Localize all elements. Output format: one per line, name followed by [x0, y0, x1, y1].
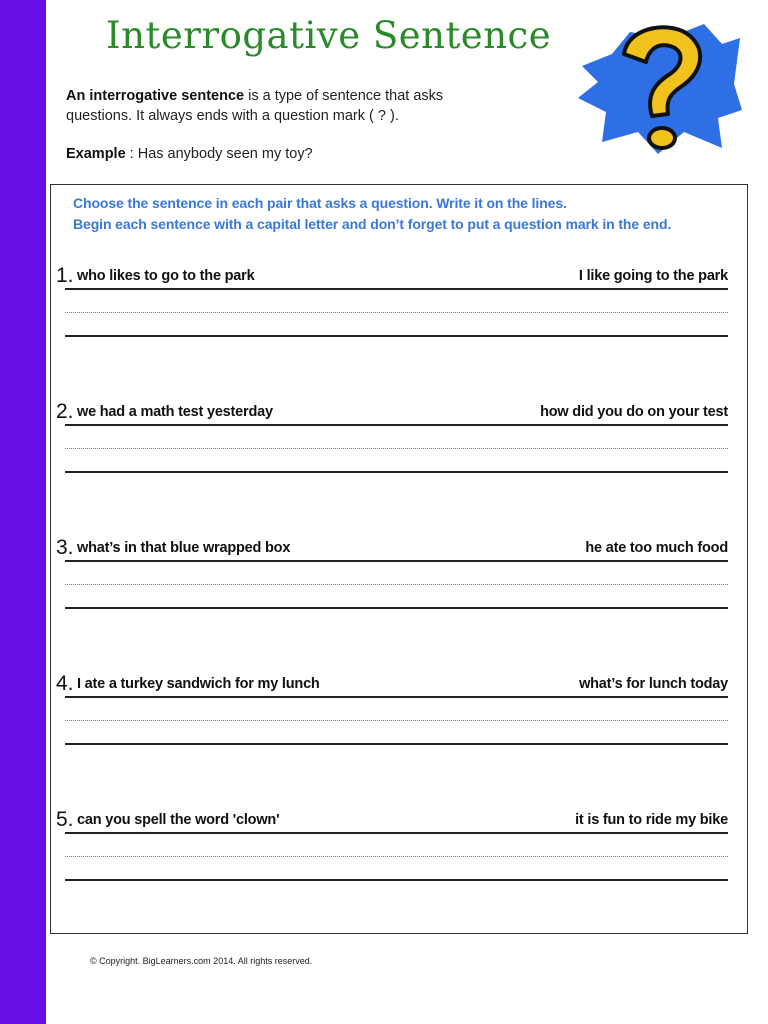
option-underline	[65, 696, 728, 698]
answer-line[interactable]	[65, 471, 728, 473]
page-title: Interrogative Sentence	[106, 14, 552, 57]
option-underline	[65, 424, 728, 426]
exercise-item-3	[56, 536, 728, 620]
option-b: it is fun to ride my bike	[575, 812, 728, 828]
exercise-item-2	[56, 400, 728, 484]
item-number: 5.	[56, 808, 74, 831]
option-b: what’s for lunch today	[579, 676, 728, 692]
option-b: how did you do on your test	[540, 404, 728, 420]
exercise-item-1	[56, 264, 728, 348]
example-text	[66, 146, 313, 162]
instructions	[73, 193, 671, 235]
answer-dotted-line[interactable]	[65, 584, 728, 585]
item-number: 1.	[56, 264, 74, 287]
purple-side-bar	[0, 0, 46, 1024]
option-a: can you spell the word 'clown'	[77, 812, 280, 828]
option-a: I ate a turkey sandwich for my lunch	[77, 676, 320, 692]
answer-line[interactable]	[65, 607, 728, 609]
item-number: 4.	[56, 672, 74, 695]
definition-term: An interrogative sentence	[66, 88, 245, 104]
answer-line[interactable]	[65, 335, 728, 337]
option-a: who likes to go to the park	[77, 268, 255, 284]
option-b: he ate too much food	[585, 540, 728, 556]
answer-dotted-line[interactable]	[65, 856, 728, 857]
option-b: I like going to the park	[578, 268, 728, 284]
option-underline	[65, 288, 728, 290]
instruction-line-2: Begin each sentence with a capital letter and don’t forget to put a question mark in the end.	[73, 216, 672, 232]
item-number: 3.	[56, 536, 74, 559]
definition-rest: is a type of sentence that asks	[244, 88, 444, 104]
option-a: what’s in that blue wrapped box	[77, 540, 291, 556]
exercise-item-4	[56, 672, 728, 756]
option-underline	[65, 560, 728, 562]
option-a: we had a math test yesterday	[77, 404, 273, 420]
example-sentence: : Has anybody seen my toy?	[125, 146, 313, 162]
exercise-item-5	[56, 808, 728, 892]
question-mark-icon	[572, 14, 744, 158]
answer-line[interactable]	[65, 743, 728, 745]
item-number: 2.	[56, 400, 74, 423]
copyright-notice: © Copyright. BigLearners.com 2014. All rights reserved.	[90, 956, 313, 966]
instruction-line-1: Choose the sentence in each pair that asks a question. Write it on the lines.	[73, 195, 567, 211]
example-label: Example	[66, 146, 126, 162]
definition-text	[66, 86, 536, 126]
definition-line-2: questions. It always ends with a question mark ( ? ).	[66, 108, 399, 124]
answer-dotted-line[interactable]	[65, 312, 728, 313]
option-underline	[65, 832, 728, 834]
answer-dotted-line[interactable]	[65, 448, 728, 449]
answer-line[interactable]	[65, 879, 728, 881]
answer-dotted-line[interactable]	[65, 720, 728, 721]
